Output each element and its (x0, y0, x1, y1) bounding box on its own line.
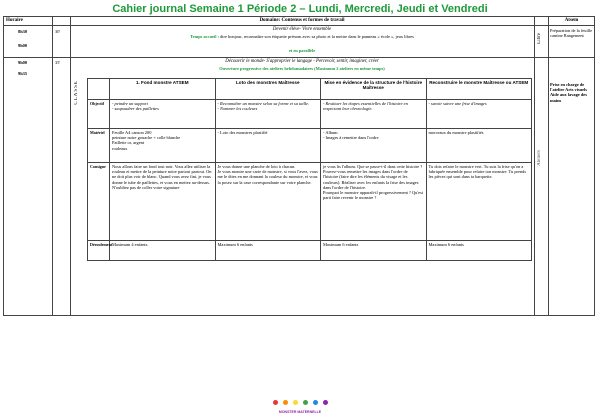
column-header: 1. Fond monstre ATSEM (110, 79, 216, 100)
footer-logo-text: MONSTER MATERNELLE (278, 410, 322, 414)
page-title: Cahier journal Semaine 1 Période 2 – Lundi, Mercredi, Jeudi et Vendredi (112, 3, 488, 15)
divider (3, 25, 595, 26)
logo-dot (303, 400, 308, 405)
table-cell: Je vous donne une planche de loto à chacun. Je vous montre une carte de monstre, si vous l'avez, vous me le dites en me donnant la couleur du monstre, et vous la posez sur la case correspondante sur votre planche. (215, 163, 321, 241)
logo-dot (293, 400, 298, 405)
logo-dot (283, 400, 288, 405)
column-header: Mise en évidence de la structure de l'histoire Maîtresse (321, 79, 427, 100)
row1-atsem-text: Préparation de la feuille cantine Rangement (550, 28, 593, 39)
row1-side-label: Libre (537, 33, 542, 44)
table-cell: - peindre un support - saupoudrer des paillettes (110, 100, 216, 129)
header-domaine: Domaine: Contenus et formes de travail (259, 18, 345, 23)
header-horaire: Horaire (6, 18, 23, 23)
row2-time-end: 9h35 (18, 71, 28, 76)
divider (3, 57, 595, 58)
table-cell: - Reconnaître un monstre selon sa forme et sa taille. - Nommer les couleurs (215, 100, 321, 129)
table-row-materiel (88, 129, 532, 163)
row1-heading: Devenir élève- Vivre ensemble (272, 27, 332, 32)
row2-time-start: 9h00 (18, 60, 28, 65)
table-cell: Maximum 4 enfants. (110, 241, 216, 261)
table-cell: Maximum 6 enfants (215, 241, 321, 261)
table-cell: - Album - Images à remettre dans l'ordre (321, 129, 427, 163)
row1-time-end: 9h00 (18, 43, 28, 48)
table-cell: morceaux du monstre plastifiés (426, 129, 532, 163)
row1-mode: et en parallèle (288, 48, 316, 53)
header-atsem: Atsem (564, 18, 579, 23)
row1-activity-text: dire bonjour, reconnaître son étiquette prénom avec sa photo et la mettre dans le panneau « école », jeux libres (220, 34, 414, 39)
divider (534, 16, 535, 316)
row-label: Matériel (88, 129, 110, 163)
table-row-consigne (88, 163, 532, 241)
column-header: Reconstruire le monstre Maîtresse ou ATSEM (426, 79, 532, 100)
row2-heading: Découvrir le monde- S'approprier le langage - Percevoir, sentir, imaginer, créer (225, 59, 379, 64)
table-row-objectif (88, 100, 532, 129)
row1-time-start: 8h30 (18, 29, 28, 34)
logo-dot (313, 400, 318, 405)
divider (548, 16, 549, 316)
row2-side-label: Ateliers (537, 150, 542, 166)
divider (52, 16, 53, 316)
logo-dot (323, 400, 328, 405)
column-header: Loto des monstres Maîtresse (215, 79, 321, 100)
table-cell: Maximum 6 enfants (321, 241, 427, 261)
table-cell: - savoir suivre une frise d'images (426, 100, 532, 129)
row2-subheading: Ouverture progressive des ateliers hebdomadaires (Maximum 2 ateliers en même temps) (219, 66, 385, 71)
row2-group: CLASSE (74, 80, 79, 105)
table-cell: Maximum 6 enfants (426, 241, 532, 261)
table-cell: Tu dois refaire le monstre vert. Tu suis la frise qu'on a fabriquée ensemble pour refaire ton monstre. Tu prends les pièces qui sont dans ta barquette. (426, 163, 532, 241)
table-corner (88, 79, 110, 100)
row1-activity-label: Temps accueil : (190, 34, 219, 39)
table-cell: Nous allons faire un fond tout noir. Vous allez utiliser la rouleau et mettre de la peinture noire partout partout. On ne doit plus voir de blanc. Quand vous avez fini, je vous donne le tube de paillettes, et vous en mettez au-dessus. N'oubliez pas de coller votre signature (110, 163, 216, 241)
row1-activity (80, 34, 524, 39)
row-label: Déroulement (88, 241, 110, 261)
logo-dots (265, 392, 335, 410)
footer-logo (265, 392, 335, 414)
row2-duration: 35' (55, 60, 61, 65)
table-header-row (88, 79, 532, 100)
table-row-deroulement (88, 241, 532, 261)
row-label: Objectif (88, 100, 110, 129)
table-cell: je vous lis l'album. Que se passe-t-il dans cette histoire ? Pouvez-vous remettre les images dans l'ordre de l'histoire (faire dire les éléments du visage et les couleurs). Réaliser avec les enfants la frise des images dans l'ordre de l'histoire. Pourquoi le monstre apparaît-il progressivement ? Qu'est parti faire revenir le monstre ? (321, 163, 427, 241)
activity-table (87, 78, 532, 261)
table-cell: - Loto des monstres plastifié (215, 129, 321, 163)
table-cell: Feuille A4 canson 200 peinture noire gouache + colle blanche Paillette or, argent rouleaux (110, 129, 216, 163)
logo-dot (273, 400, 278, 405)
table-cell: - Restituer les étapes essentielles de l'histoire en respectant leur chronologie. (321, 100, 427, 129)
row1-duration: 30' (55, 29, 61, 34)
row-label: Consigne (88, 163, 110, 241)
row2-atsem-text: Prise en charge de l'atelier Arts visuels Aide aux lavage des mains (550, 82, 587, 103)
